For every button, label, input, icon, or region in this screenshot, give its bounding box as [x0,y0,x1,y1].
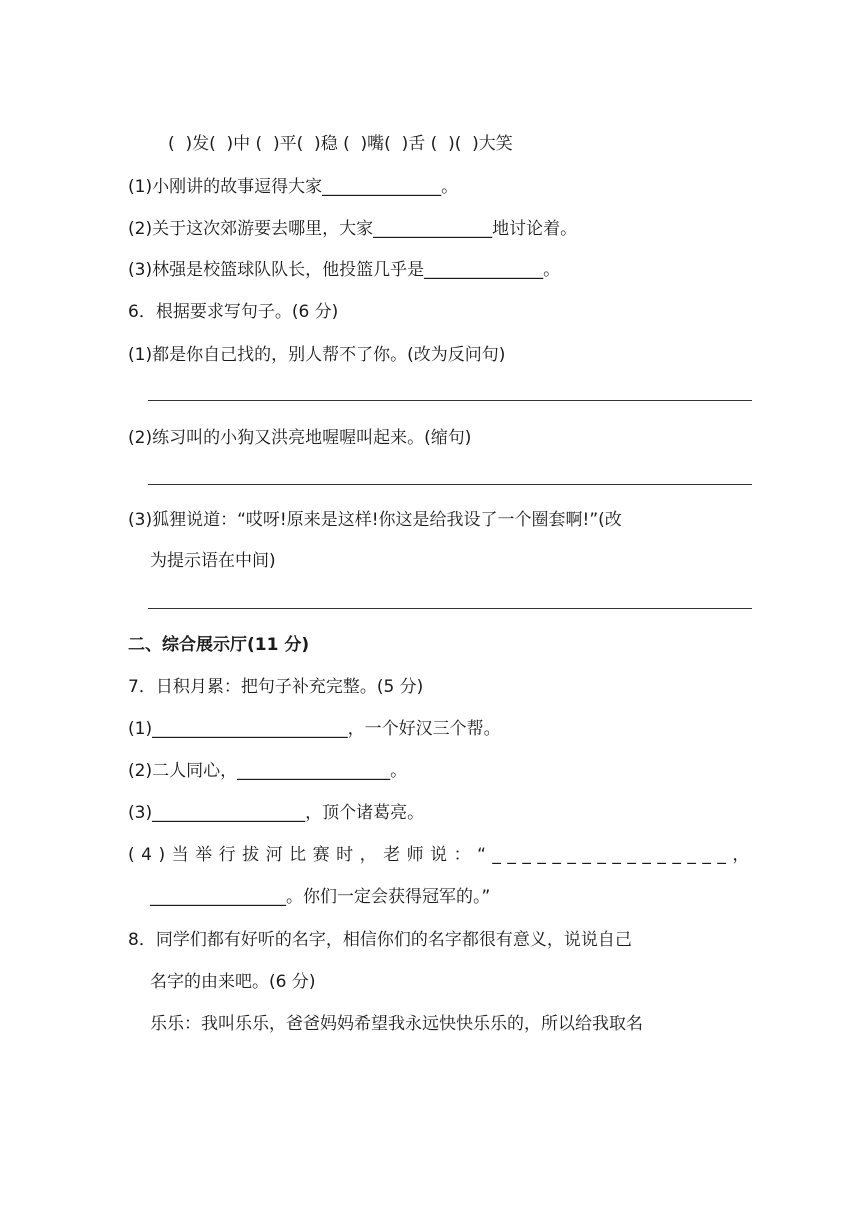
q7-sentence-4-line1: (4)当举行拔河比赛时，老师说：“________________， [128,845,756,865]
q5-sentence-2: (2)关于这次郊游要去哪里，大家______________地讨论着。 [128,219,578,239]
q8-title-line2: 名字的由来吧。(6 分) [150,972,316,992]
q8-example: 乐乐：我叫乐乐，爸爸妈妈希望我永远快快乐乐的，所以给我取名 [150,1014,643,1034]
answer-line-1 [148,400,752,401]
answer-line-3 [148,608,752,609]
q6-title: 6．根据要求写句子。(6 分) [128,302,339,322]
q5-sentence-3: (3)林强是校篮球队队长，他投篮几乎是______________。 [128,260,561,280]
q7-sentence-4-line2: ________________。你们一定会获得冠军的。” [150,887,491,907]
q7-sentence-3: (3)__________________，顶个诸葛亮。 [128,803,425,823]
answer-line-2 [148,484,752,485]
q7-sentence-1: (1)_______________________，一个好汉三个帮。 [128,719,501,739]
section-title: 二、综合展示厅(11 分) [128,635,310,655]
idiom-row: ( )发( )中 ( )平( )稳 ( )嘴( )舌 ( )( )大笑 [168,134,513,154]
q6-sentence-2: (2)练习叫的小狗又洪亮地喔喔叫起来。(缩句) [128,428,472,448]
q7-sentence-2: (2)二人同心，__________________。 [128,761,408,781]
q8-title-line1: 8．同学们都有好听的名字，相信你们的名字都很有意义，说说自己 [128,930,632,950]
q5-sentence-1: (1)小刚讲的故事逗得大家______________。 [128,177,459,197]
q7-title: 7．日积月累：把句子补充完整。(5 分) [128,677,424,697]
q6-sentence-3-line2: 为提示语在中间) [150,551,276,571]
q6-sentence-3-line1: (3)狐狸说道：“哎呀!原来是这样!你这是给我设了一个圈套啊!”(改 [128,510,622,530]
q6-sentence-1: (1)都是你自己找的，别人帮不了你。(改为反问句) [128,345,506,365]
